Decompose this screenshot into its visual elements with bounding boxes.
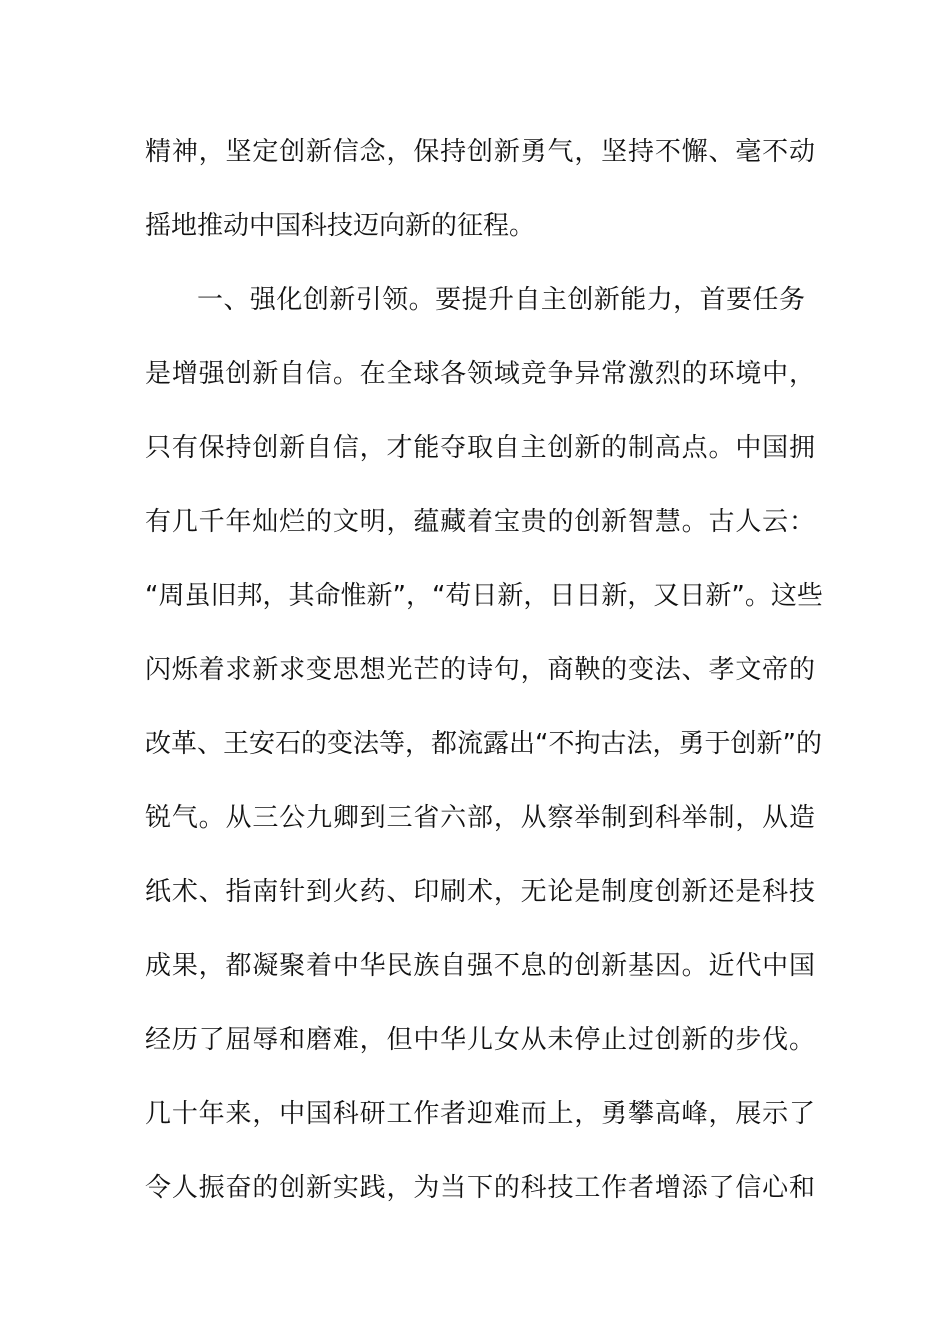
text-line-11: 纸术、指南针到火药、印刷术，无论是制度创新还是科技 <box>145 877 815 907</box>
text-line-7: “周虽旧邦，其命惟新”，“苟日新，日日新，又日新”。这些 <box>145 581 823 611</box>
text-line-8: 闪烁着求新求变思想光芒的诗句，商鞅的变法、孝文帝的 <box>145 655 815 685</box>
text-line-9: 改革、王安石的变法等，都流露出“不拘古法，勇于创新”的 <box>145 729 822 759</box>
text-line-2: 摇地推动中国科技迈向新的征程。 <box>145 211 536 241</box>
text-line-10: 锐气。从三公九卿到三省六部，从察举制到科举制，从造 <box>145 803 815 833</box>
text-line-6: 有几千年灿烂的文明，蕴藏着宝贵的创新智慧。古人云： <box>145 507 815 537</box>
text-line-13: 经历了屈辱和磨难，但中华儿女从未停止过创新的步伐。 <box>145 1025 815 1055</box>
text-line-1: 精神，坚定创新信念，保持创新勇气，坚持不懈、毫不动 <box>145 137 815 167</box>
text-line-14: 几十年来，中国科研工作者迎难而上，勇攀高峰，展示了 <box>145 1099 815 1129</box>
text-line-5: 只有保持创新自信，才能夺取自主创新的制高点。中国拥 <box>145 433 815 463</box>
text-line-15: 令人振奋的创新实践，为当下的科技工作者增添了信心和 <box>145 1173 815 1203</box>
text-line-4: 是增强创新自信。在全球各领域竞争异常激烈的环境中， <box>145 359 815 389</box>
section-heading-line: 一、强化创新引领。要提升自主创新能力，首要任务 <box>197 285 805 315</box>
text-line-12: 成果，都凝聚着中华民族自强不息的创新基因。近代中国 <box>145 951 815 981</box>
